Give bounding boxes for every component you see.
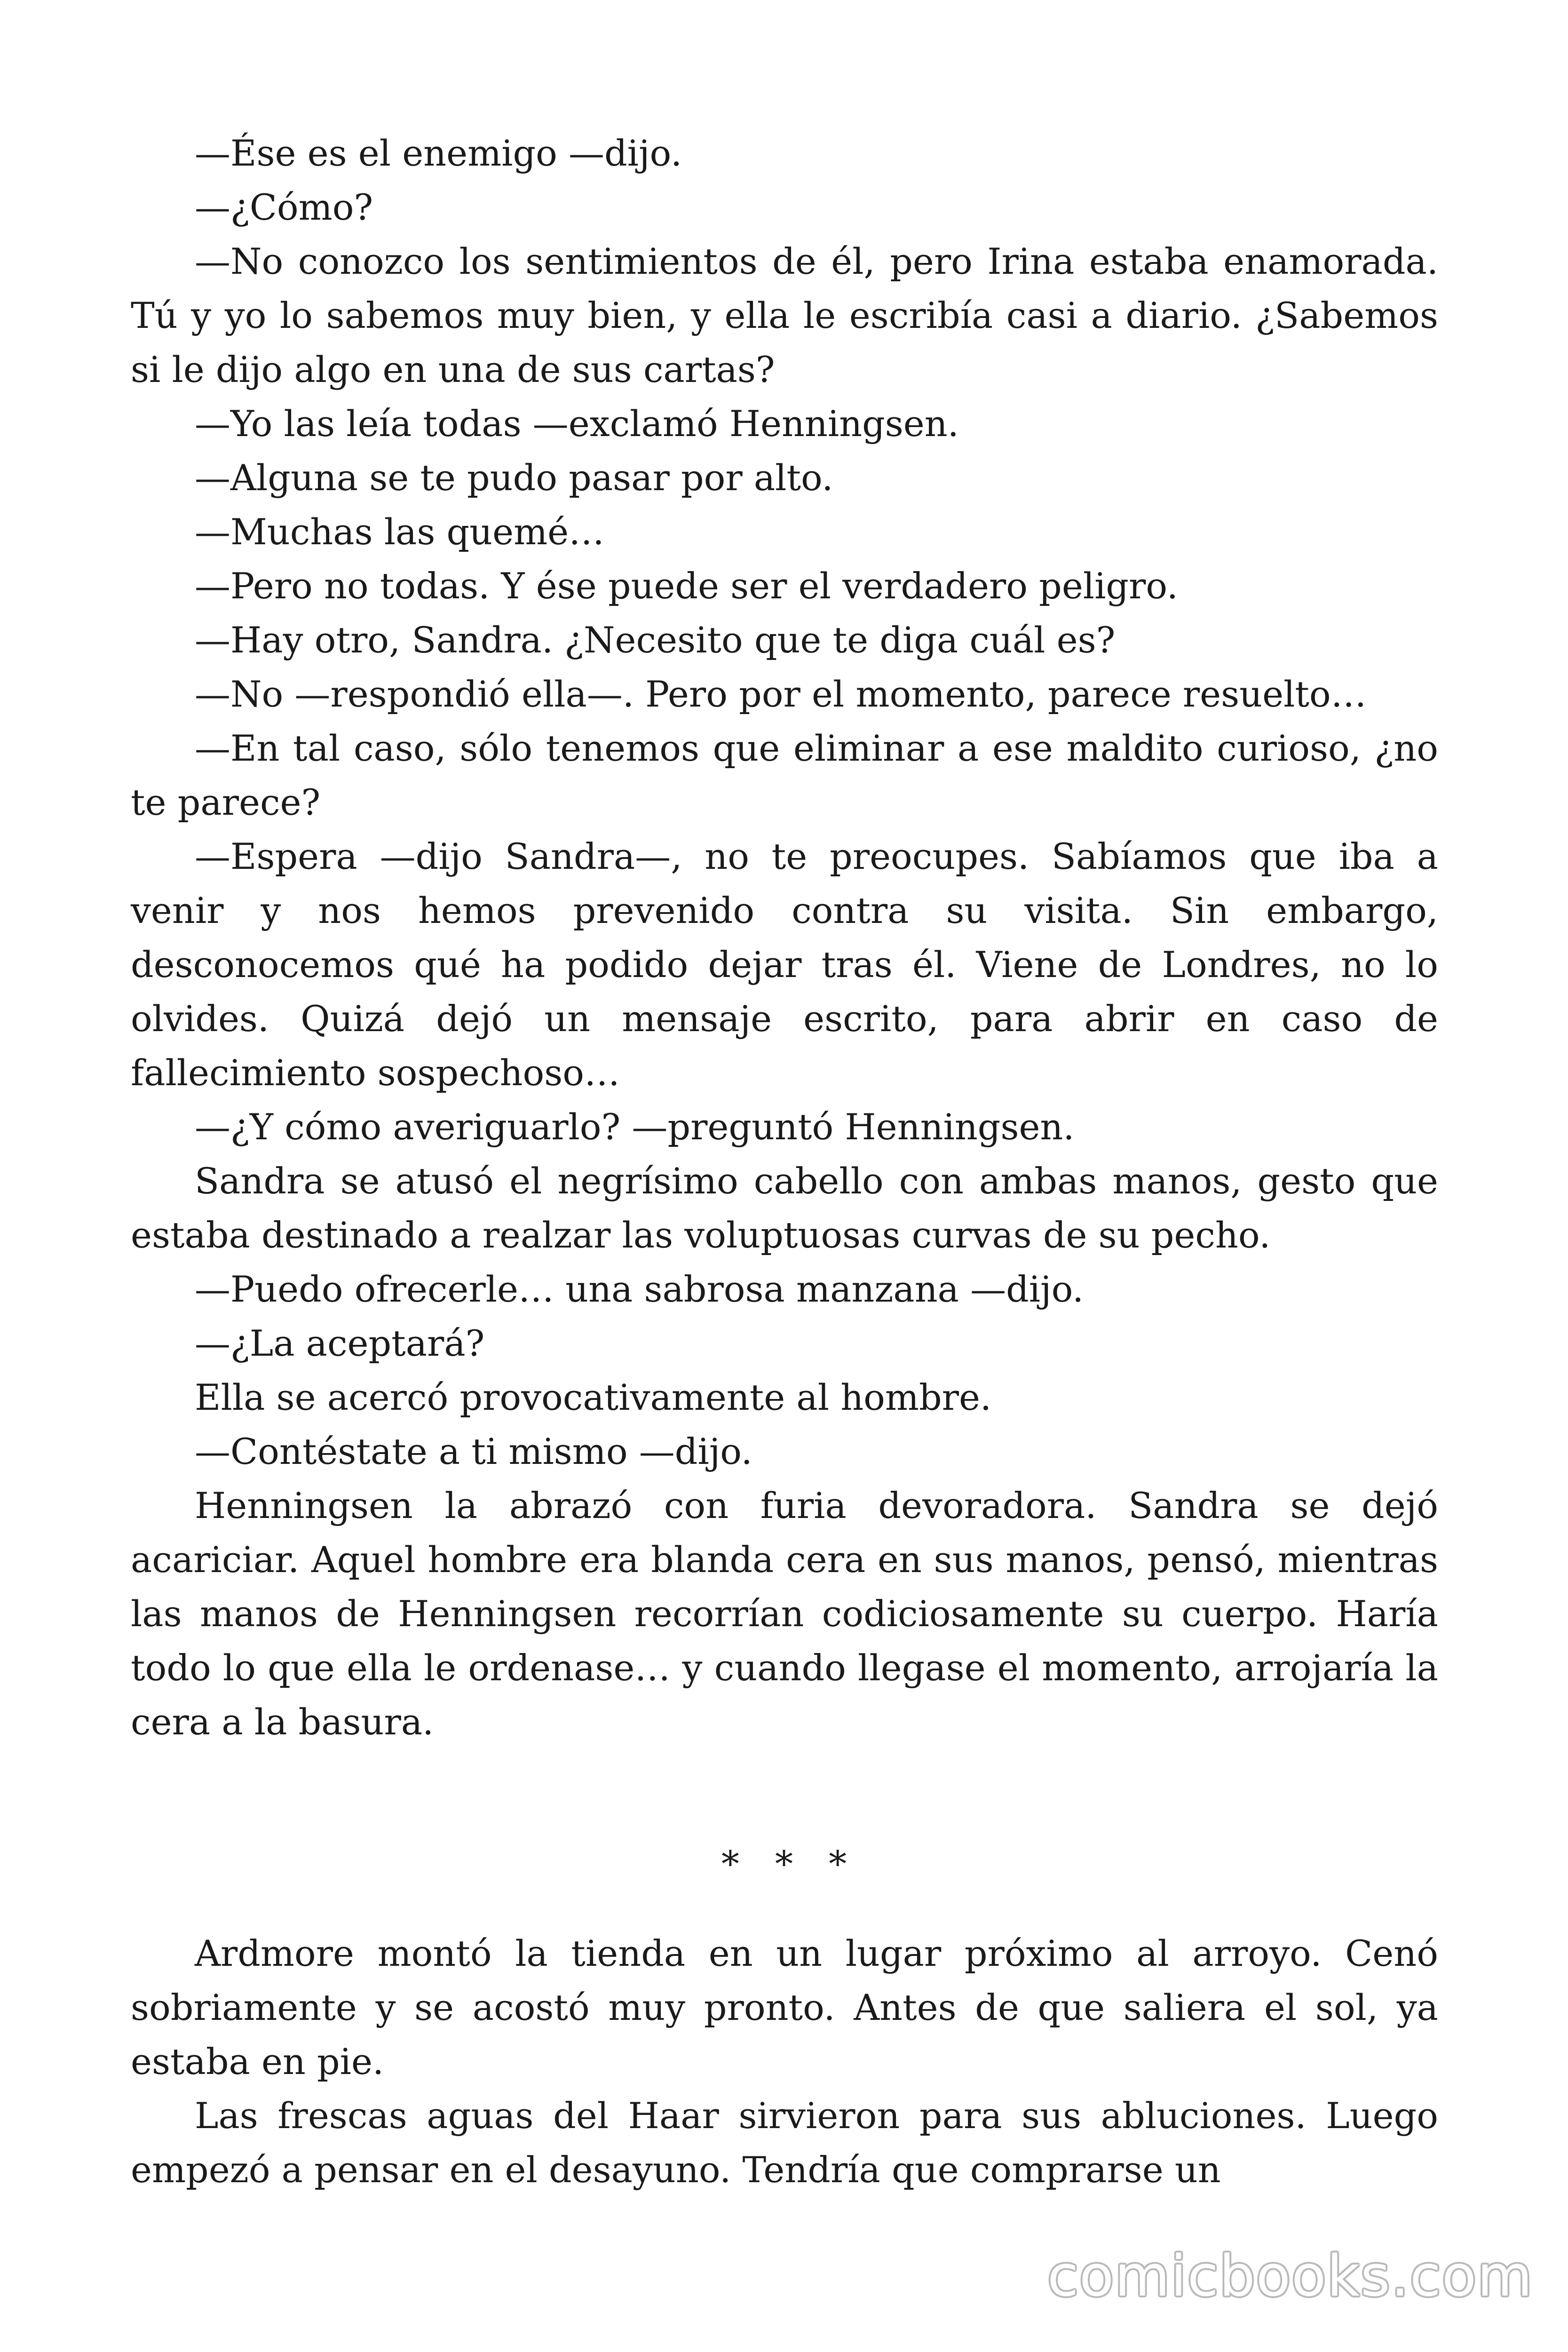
paragraph: —Muchas las quemé… — [195, 511, 605, 553]
paragraph: —Espera —dijo Sandra—, no te preocupes. Sabíamos que iba a venir y nos hemos prevenido contra su visita. Sin embargo, desconocemos qué ha podido dejar tras él. Viene de Londres, no lo olvides. Quizá dejó un mensaje escrito, para abrir en caso de fallecimiento sospechoso… — [131, 835, 1438, 1094]
paragraph: —No —respondió ella—. Pero por el momento, parece resuelto… — [195, 673, 1367, 715]
text-block-top — [131, 126, 1438, 1749]
watermark: comicbooks.com — [1047, 2244, 1533, 2309]
paragraph: Sandra se atusó el negrísimo cabello con ambas manos, gesto que estaba destinado a realzar las voluptuosas curvas de su pecho. — [131, 1160, 1438, 1256]
paragraph: —Yo las leía todas —exclamó Henningsen. — [195, 403, 959, 445]
paragraph: Ardmore montó la tienda en un lugar próximo al arroyo. Cenó sobriamente y se acostó muy pronto. Antes de que saliera el sol, ya estaba en pie. — [131, 1932, 1438, 2082]
paragraph: —Ése es el enemigo —dijo. — [195, 132, 682, 174]
paragraph: —¿Cómo? — [195, 186, 373, 228]
paragraph: Henningsen la abrazó con furia devoradora. Sandra se dejó acariciar. Aquel hombre era blanda cera en sus manos, pensó, mientras las manos de Henningsen recorrían codiciosamente su cuerpo. Haría todo lo que ella le ordenase… y cuando llegase el momento, arrojaría la cera a la basura. — [131, 1485, 1438, 1743]
paragraph: —Pero no todas. Y ése puede ser el verdadero peligro. — [195, 565, 1178, 607]
paragraph: Las frescas aguas del Haar sirvieron para sus abluciones. Luego empezó a pensar en el desayuno. Tendría que comprarse un — [131, 2095, 1438, 2191]
paragraph: —¿La aceptará? — [195, 1322, 485, 1364]
paragraph: —Puedo ofrecerle… una sabrosa manzana —dijo. — [195, 1268, 1084, 1310]
paragraph: —Hay otro, Sandra. ¿Necesito que te diga cuál es? — [195, 619, 1116, 661]
paragraph: —Contéstate a ti mismo —dijo. — [195, 1430, 752, 1472]
paragraph: —No conozco los sentimientos de él, pero Irina estaba enamorada. Tú y yo lo sabemos muy bien, y ella le escribía casi a diario. ¿Sabemos si le dijo algo en una de sus cartas? — [131, 240, 1438, 390]
paragraph: —¿Y cómo averiguarlo? —preguntó Henningsen. — [195, 1106, 1075, 1148]
paragraph: Ella se acercó provocativamente al hombre. — [195, 1376, 992, 1418]
text-block-bottom — [131, 1926, 1438, 2197]
paragraph: —En tal caso, sólo tenemos que eliminar a ese maldito curioso, ¿no te parece? — [131, 727, 1438, 823]
scene-break: * * * — [721, 1843, 859, 1885]
paragraph: —Alguna se te pudo pasar por alto. — [195, 457, 833, 499]
